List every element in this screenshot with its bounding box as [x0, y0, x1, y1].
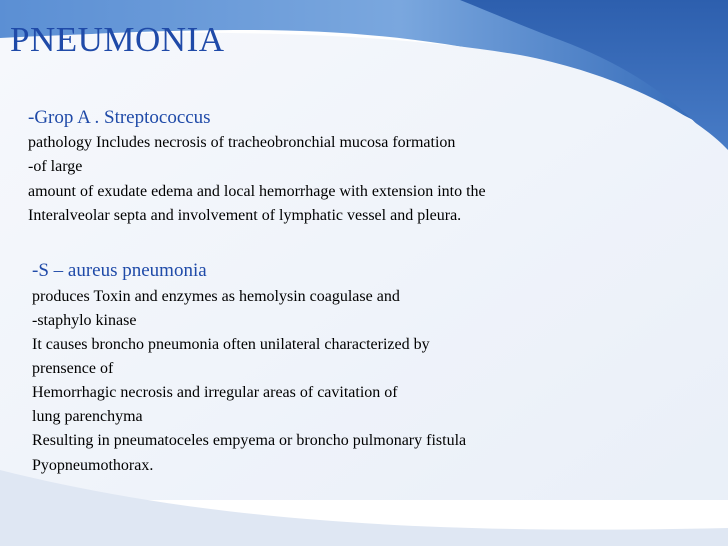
body-line: lung parenchyma — [32, 408, 143, 425]
section-heading: -Grop A . Streptococcus — [28, 107, 211, 128]
body-line: It causes broncho pneumonia often unilateral characterized by — [32, 336, 430, 353]
body-line: pathology Includes necrosis of tracheobronchial mucosa formation — [28, 134, 456, 151]
body-line: -staphylo kinase — [32, 312, 137, 329]
body-line: Interalveolar septa and involvement of lymphatic vessel and pleura. — [28, 207, 462, 224]
body-line: Resulting in pneumatoceles empyema or broncho pulmonary fistula — [32, 432, 467, 449]
body-line: amount of exudate edema and local hemorrhage with extension into the — [28, 183, 486, 200]
body-line: Pyopneumothorax. — [32, 457, 154, 474]
body-line: produces Toxin and enzymes as hemolysin coagulase and — [32, 288, 400, 305]
body-line: Hemorrhagic necrosis and irregular areas of cavitation of — [32, 384, 398, 401]
body-line: prensence of — [32, 360, 114, 377]
section-heading: -S – aureus pneumonia — [32, 260, 207, 281]
body-line: -of large — [28, 158, 83, 175]
slide-title: PNEUMONIA — [10, 20, 225, 59]
